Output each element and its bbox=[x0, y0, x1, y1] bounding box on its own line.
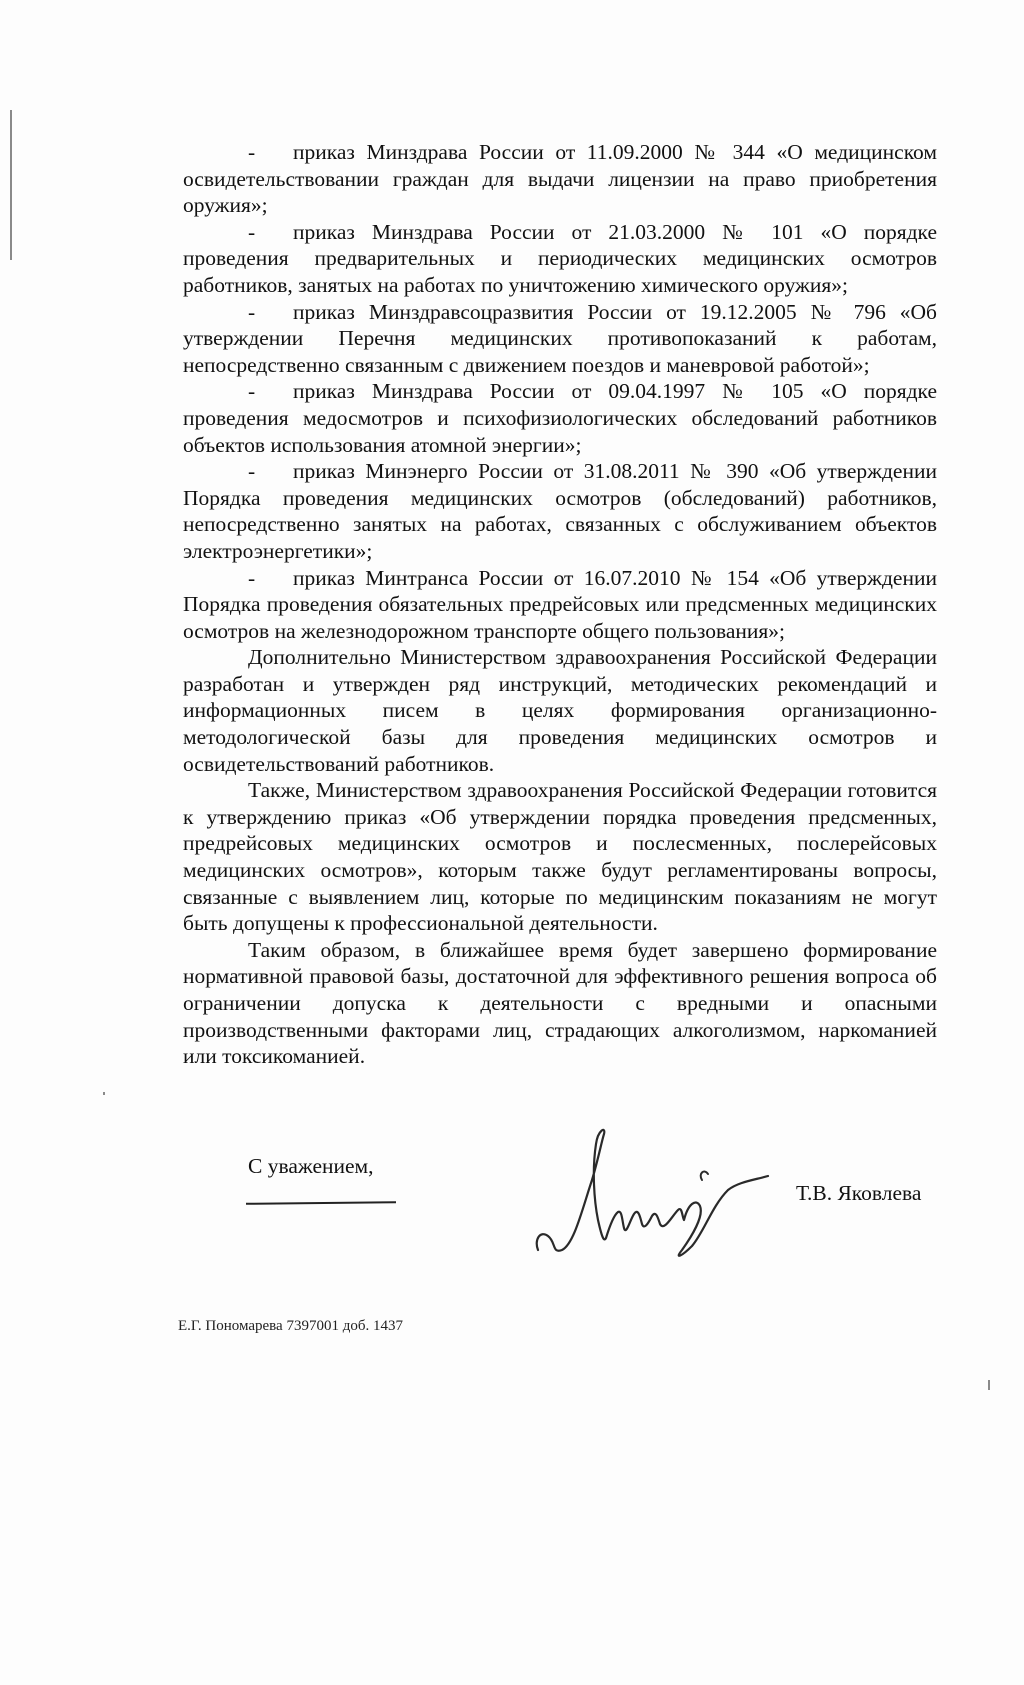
document-body bbox=[183, 139, 937, 1070]
bullet-marker: - bbox=[248, 459, 256, 484]
list-item bbox=[183, 139, 937, 219]
body-paragraph: Дополнительно Министерством здравоохранения Российской Федерации разработан и утвержден ряд инструкций, методических рекомендаций и информационных писем в целях формирования организационно-методологической базы для проведения медицинских осмотров и освидетельствований работников. bbox=[183, 645, 937, 776]
closing-salutation: С уважением, bbox=[248, 1154, 374, 1178]
scan-dot-mark bbox=[988, 1380, 990, 1390]
bullet-marker: - bbox=[248, 299, 256, 324]
bullet-text: приказ Минтранса России от 16.07.2010 № 154 «Об утверждении Порядка проведения обязательных предрейсовых или предсменных медицинских осмотров на железнодорожном транспорте общего пользования»; bbox=[183, 565, 937, 643]
list-item bbox=[183, 458, 937, 564]
scan-edge-mark bbox=[10, 110, 12, 260]
handwritten-signature bbox=[532, 1120, 802, 1270]
bullet-text: приказ Минздрава России от 11.09.2000 № 344 «О медицинском освидетельствовании граждан для выдачи лицензии на право приобретения оружия»; bbox=[183, 140, 937, 218]
bullet-text: приказ Минздравсоцразвития России от 19.12.2005 № 796 «Об утверждении Перечня медицинских противопоказаний к работам, непосредственно связанным с движением поездов и маневровой работой»; bbox=[183, 299, 937, 377]
bullet-text: приказ Минздрава России от 09.04.1997 № 105 «О порядке проведения медосмотров и психофизиологических обследований работников объектов использования атомной энергии»; bbox=[183, 379, 937, 457]
list-item bbox=[183, 378, 937, 458]
signer-name: Т.В. Яковлева bbox=[796, 1181, 922, 1205]
closing-underline bbox=[246, 1201, 396, 1205]
list-item bbox=[183, 565, 937, 645]
body-paragraph: Также, Министерством здравоохранения Российской Федерации готовится к утверждению приказ «Об утверждении порядка проведения предсменных, предрейсовых медицинских осмотров и послесменных, послерейсовых медицинских осмотров», которым также будут регламентированы вопросы, связанные с выявлением лиц, которые по медицинским показаниям не могут быть допущены к профессиональной деятельности. bbox=[183, 778, 937, 936]
bullet-marker: - bbox=[248, 140, 256, 164]
scan-dot-mark bbox=[103, 1092, 105, 1095]
bullet-text: приказ Минэнерго России от 31.08.2011 № 390 «Об утверждении Порядка проведения медицинских осмотров (обследований) работников, непосредственно занятых на работах, связанных с обслуживанием объектов электроэнергетики»; bbox=[183, 459, 937, 563]
bullet-marker: - bbox=[248, 379, 256, 404]
body-paragraph: Таким образом, в ближайшее время будет завершено формирование нормативной правовой базы, достаточной для эффективного решения вопроса об ограничении допуска к деятельности с вредными и опасными производственными факторами лиц, страдающих алкоголизмом, наркоманией или токсикоманией. bbox=[183, 937, 937, 1069]
list-item bbox=[183, 219, 937, 299]
list-item bbox=[183, 299, 937, 379]
contact-line: Е.Г. Пономарева 7397001 доб. 1437 bbox=[178, 1318, 403, 1334]
bullet-marker: - bbox=[248, 565, 256, 590]
bullet-marker: - bbox=[248, 219, 256, 244]
bullet-text: приказ Минздрава России от 21.03.2000 № 101 «О порядке проведения предварительных и периодических медицинских осмотров работников, занятых на работах по уничтожению химического оружия»; bbox=[183, 219, 937, 297]
